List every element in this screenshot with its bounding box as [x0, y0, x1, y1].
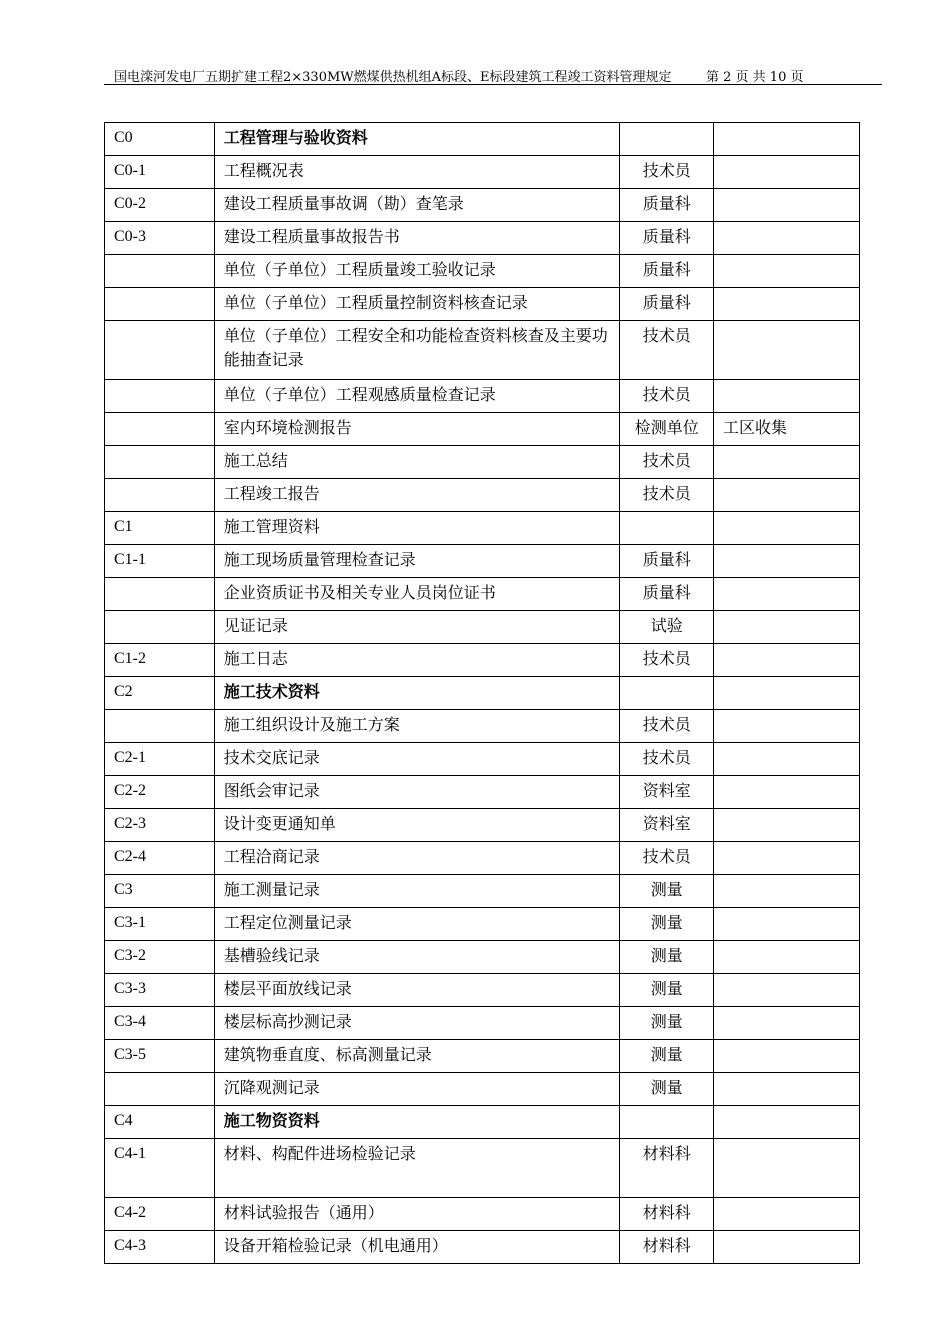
item-code-cell: C4-2 — [105, 1198, 215, 1231]
responsible-cell: 测量 — [620, 974, 714, 1007]
item-name-cell: 施工日志 — [214, 644, 620, 677]
item-code-cell — [105, 255, 215, 288]
responsible-cell: 材料科 — [620, 1231, 714, 1264]
item-code-cell — [105, 578, 215, 611]
table-row — [105, 941, 860, 974]
item-name-cell: 单位（子单位）工程质量控制资料核查记录 — [214, 288, 620, 321]
remark-cell — [714, 255, 860, 288]
responsible-cell: 技术员 — [620, 156, 714, 189]
responsible-cell: 技术员 — [620, 321, 714, 380]
responsible-cell: 质量科 — [620, 255, 714, 288]
remark-cell — [714, 809, 860, 842]
item-name-cell: 设备开箱检验记录（机电通用） — [214, 1231, 620, 1264]
table-row — [105, 156, 860, 189]
item-code-cell — [105, 413, 215, 446]
responsible-cell: 测量 — [620, 941, 714, 974]
item-name-cell: 施工总结 — [214, 446, 620, 479]
table-row — [105, 123, 860, 156]
item-name-cell: 工程定位测量记录 — [214, 908, 620, 941]
item-name-cell: 设计变更通知单 — [214, 809, 620, 842]
item-name-cell: 建设工程质量事故调（勘）查笔录 — [214, 189, 620, 222]
item-code-cell: C3-1 — [105, 908, 215, 941]
item-name-cell: 施工物资资料 — [214, 1106, 620, 1139]
item-name-cell: 楼层标高抄测记录 — [214, 1007, 620, 1040]
remark-cell — [714, 446, 860, 479]
remark-cell — [714, 545, 860, 578]
table-row — [105, 512, 860, 545]
item-name-cell: 施工现场质量管理检查记录 — [214, 545, 620, 578]
archive-table — [104, 122, 860, 1264]
item-name-cell: 单位（子单位）工程观感质量检查记录 — [214, 380, 620, 413]
remark-cell — [714, 1073, 860, 1106]
table-row — [105, 255, 860, 288]
remark-cell — [714, 644, 860, 677]
remark-cell — [714, 1007, 860, 1040]
remark-cell — [714, 1040, 860, 1073]
table-row — [105, 611, 860, 644]
item-code-cell: C2-4 — [105, 842, 215, 875]
table-row — [105, 1106, 860, 1139]
item-code-cell: C0 — [105, 123, 215, 156]
item-code-cell — [105, 710, 215, 743]
item-code-cell: C2-2 — [105, 776, 215, 809]
item-name-cell: 施工技术资料 — [214, 677, 620, 710]
table-row — [105, 189, 860, 222]
item-name-cell: 见证记录 — [214, 611, 620, 644]
item-name-cell: 基槽验线记录 — [214, 941, 620, 974]
responsible-cell: 资料室 — [620, 809, 714, 842]
responsible-cell: 技术员 — [620, 842, 714, 875]
item-code-cell: C0-2 — [105, 189, 215, 222]
item-code-cell — [105, 446, 215, 479]
remark-cell — [714, 222, 860, 255]
item-code-cell: C2-1 — [105, 743, 215, 776]
item-name-cell: 施工组织设计及施工方案 — [214, 710, 620, 743]
responsible-cell: 技术员 — [620, 446, 714, 479]
item-name-cell: 工程管理与验收资料 — [214, 123, 620, 156]
item-name-cell: 建设工程质量事故报告书 — [214, 222, 620, 255]
responsible-cell — [620, 512, 714, 545]
remark-cell — [714, 743, 860, 776]
responsible-cell: 技术员 — [620, 380, 714, 413]
responsible-cell: 材料科 — [620, 1139, 714, 1198]
table-row — [105, 288, 860, 321]
responsible-cell: 质量科 — [620, 578, 714, 611]
responsible-cell: 测量 — [620, 1007, 714, 1040]
item-name-cell: 施工管理资料 — [214, 512, 620, 545]
table-row — [105, 1007, 860, 1040]
remark-cell — [714, 1231, 860, 1264]
responsible-cell: 质量科 — [620, 222, 714, 255]
responsible-cell: 质量科 — [620, 189, 714, 222]
item-code-cell: C1 — [105, 512, 215, 545]
table-row — [105, 974, 860, 1007]
item-name-cell: 材料试验报告（通用） — [214, 1198, 620, 1231]
remark-cell — [714, 1106, 860, 1139]
item-code-cell: C4-3 — [105, 1231, 215, 1264]
item-code-cell: C1-2 — [105, 644, 215, 677]
table-row — [105, 1139, 860, 1198]
table-row — [105, 545, 860, 578]
item-name-cell: 图纸会审记录 — [214, 776, 620, 809]
item-name-cell: 施工测量记录 — [214, 875, 620, 908]
responsible-cell: 试验 — [620, 611, 714, 644]
table-row — [105, 321, 860, 380]
item-code-cell — [105, 288, 215, 321]
item-code-cell: C3-5 — [105, 1040, 215, 1073]
item-code-cell: C2 — [105, 677, 215, 710]
responsible-cell: 材料科 — [620, 1198, 714, 1231]
item-code-cell — [105, 479, 215, 512]
remark-cell: 工区收集 — [714, 413, 860, 446]
item-name-cell: 单位（子单位）工程安全和功能检查资料核查及主要功能抽查记录 — [214, 321, 620, 380]
item-name-cell: 工程概况表 — [214, 156, 620, 189]
table-row — [105, 842, 860, 875]
remark-cell — [714, 710, 860, 743]
remark-cell — [714, 288, 860, 321]
responsible-cell: 质量科 — [620, 288, 714, 321]
item-name-cell: 单位（子单位）工程质量竣工验收记录 — [214, 255, 620, 288]
responsible-cell: 资料室 — [620, 776, 714, 809]
item-code-cell: C0-3 — [105, 222, 215, 255]
item-code-cell: C3-2 — [105, 941, 215, 974]
responsible-cell: 测量 — [620, 875, 714, 908]
table-row — [105, 1073, 860, 1106]
remark-cell — [714, 512, 860, 545]
remark-cell — [714, 380, 860, 413]
remark-cell — [714, 941, 860, 974]
table-row — [105, 446, 860, 479]
page-header — [104, 66, 882, 85]
table-row — [105, 908, 860, 941]
table-row — [105, 413, 860, 446]
item-code-cell — [105, 321, 215, 380]
item-name-cell: 材料、构配件进场检验记录 — [214, 1139, 620, 1198]
responsible-cell — [620, 1106, 714, 1139]
table-row — [105, 776, 860, 809]
remark-cell — [714, 123, 860, 156]
table-row — [105, 809, 860, 842]
item-name-cell: 企业资质证书及相关专业人员岗位证书 — [214, 578, 620, 611]
table-row — [105, 677, 860, 710]
item-code-cell: C4-1 — [105, 1139, 215, 1198]
item-name-cell: 技术交底记录 — [214, 743, 620, 776]
table-row — [105, 1040, 860, 1073]
remark-cell — [714, 842, 860, 875]
responsible-cell — [620, 123, 714, 156]
responsible-cell: 技术员 — [620, 479, 714, 512]
item-code-cell — [105, 1073, 215, 1106]
item-name-cell: 室内环境检测报告 — [214, 413, 620, 446]
responsible-cell: 质量科 — [620, 545, 714, 578]
item-name-cell: 楼层平面放线记录 — [214, 974, 620, 1007]
item-name-cell: 工程洽商记录 — [214, 842, 620, 875]
table-row — [105, 380, 860, 413]
table-row — [105, 479, 860, 512]
item-code-cell: C4 — [105, 1106, 215, 1139]
remark-cell — [714, 908, 860, 941]
table-row — [105, 1198, 860, 1231]
remark-cell — [714, 156, 860, 189]
responsible-cell: 测量 — [620, 1040, 714, 1073]
table-row — [105, 578, 860, 611]
responsible-cell: 测量 — [620, 908, 714, 941]
item-code-cell: C3-3 — [105, 974, 215, 1007]
responsible-cell: 技术员 — [620, 644, 714, 677]
document-title: 国电滦河发电厂五期扩建工程2×330MW燃煤供热机组A标段、E标段建筑工程竣工资料管理规定 — [114, 70, 672, 85]
remark-cell — [714, 875, 860, 908]
remark-cell — [714, 1139, 860, 1198]
table-row — [105, 875, 860, 908]
item-code-cell: C2-3 — [105, 809, 215, 842]
item-code-cell — [105, 380, 215, 413]
table-row — [105, 1231, 860, 1264]
table-row — [105, 644, 860, 677]
responsible-cell: 检测单位 — [620, 413, 714, 446]
responsible-cell: 技术员 — [620, 743, 714, 776]
remark-cell — [714, 479, 860, 512]
responsible-cell — [620, 677, 714, 710]
item-name-cell: 建筑物垂直度、标高测量记录 — [214, 1040, 620, 1073]
remark-cell — [714, 974, 860, 1007]
page-number: 第 2 页 共 10 页 — [706, 70, 804, 85]
responsible-cell: 技术员 — [620, 710, 714, 743]
table-row — [105, 743, 860, 776]
table-row — [105, 222, 860, 255]
table-row — [105, 710, 860, 743]
remark-cell — [714, 776, 860, 809]
remark-cell — [714, 677, 860, 710]
remark-cell — [714, 321, 860, 380]
item-code-cell: C0-1 — [105, 156, 215, 189]
item-code-cell — [105, 611, 215, 644]
remark-cell — [714, 611, 860, 644]
item-code-cell: C1-1 — [105, 545, 215, 578]
responsible-cell: 测量 — [620, 1073, 714, 1106]
item-code-cell: C3-4 — [105, 1007, 215, 1040]
remark-cell — [714, 189, 860, 222]
remark-cell — [714, 578, 860, 611]
item-name-cell: 工程竣工报告 — [214, 479, 620, 512]
item-name-cell: 沉降观测记录 — [214, 1073, 620, 1106]
remark-cell — [714, 1198, 860, 1231]
item-code-cell: C3 — [105, 875, 215, 908]
